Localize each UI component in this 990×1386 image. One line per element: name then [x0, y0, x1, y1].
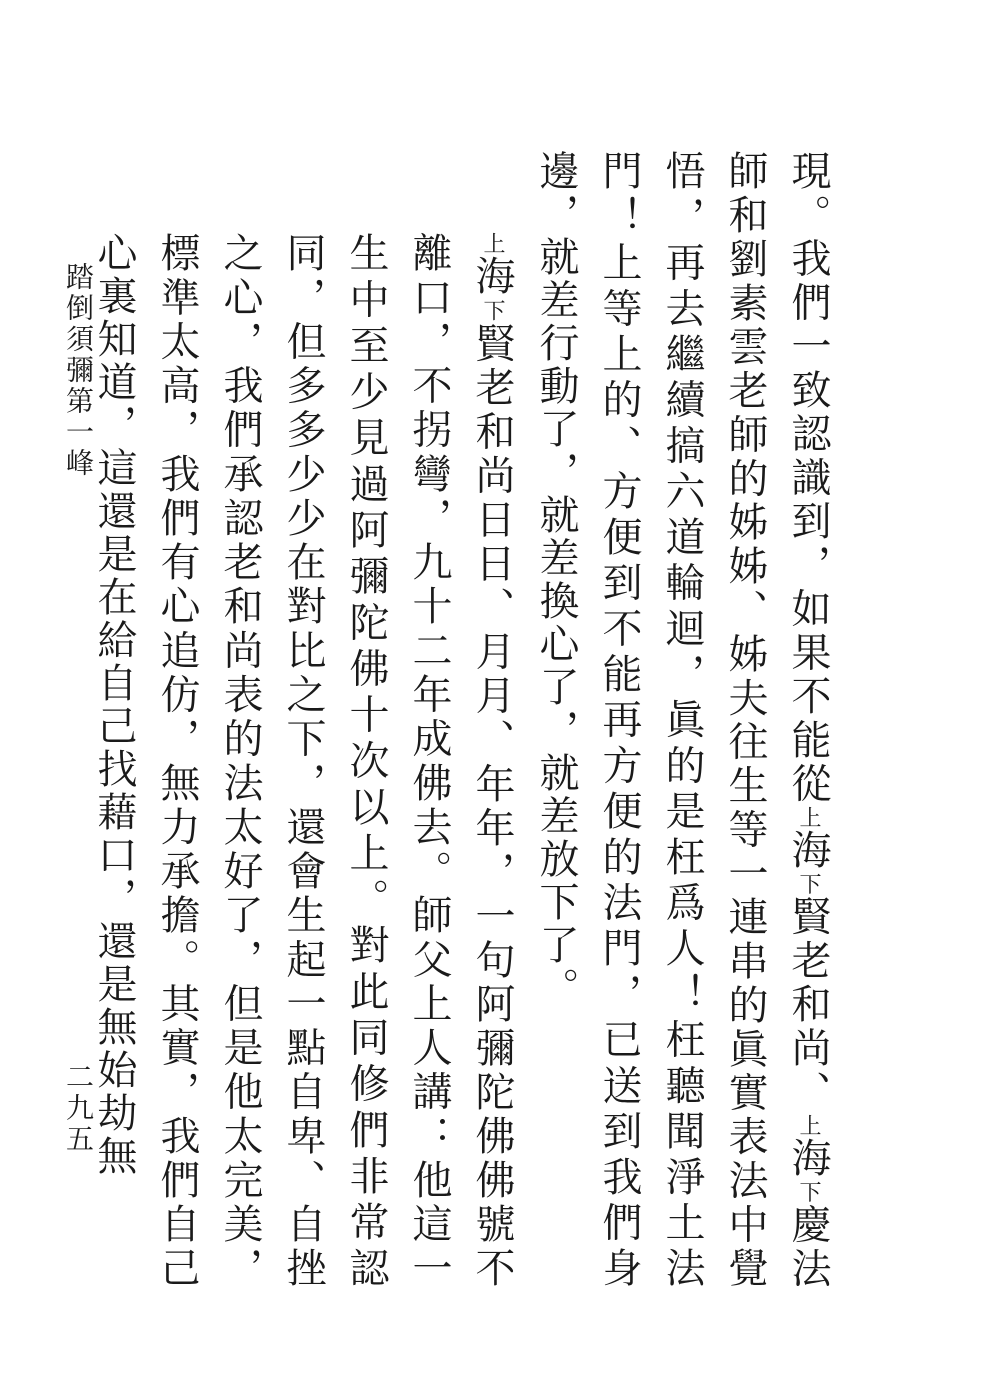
- paragraph: [82, 150, 524, 1290]
- honorific-mark: 上: [480, 232, 505, 256]
- page-number: 二九五: [62, 1062, 95, 1155]
- running-head: 踏倒須彌第一峰: [62, 262, 95, 479]
- paragraph: [524, 150, 840, 1290]
- honorific-mark: 下: [796, 872, 821, 896]
- body-text: [27, 150, 840, 1290]
- honorific-mark: 下: [796, 1180, 821, 1204]
- text-segment: 現。我們一致認識到，如果不能從: [785, 150, 831, 807]
- text-segment: 海: [469, 255, 515, 300]
- text-segment: 海: [785, 828, 831, 873]
- honorific-mark: 下: [480, 299, 505, 323]
- text-segment: 賢老和尚日日、月月、年年，一句阿彌陀佛佛號不離口，不拐彎，九十二年成佛去。師父上人講：他這一生中至少見過阿彌陀佛十次以上。對此同修們非常認同，但多多少少在對比之下，還會生起一點自卑、自挫之心，我們承認老和尚表的法太好了，但是他太完美，標準太高，我們有心追仿，無力承擔。其實，我們自己心裏知道，這還是在給自己找藉口，還是無始劫無: [91, 232, 515, 1291]
- text-segment: 慶法師和劉素雲老師的姊姊、姊夫往生等一連串的眞實表法中覺悟，再去繼續搞六道輪迴，眞的是枉爲人！枉聽聞淨土法門！上等上的、方便到不能再方便的法門，已送到我們身邊，就差行動了，就差換心了，就差放下了。: [533, 150, 831, 1291]
- honorific-mark: 上: [796, 806, 821, 829]
- text-segment: 海: [785, 1136, 831, 1181]
- honorific-mark: 上: [796, 1114, 821, 1137]
- text-segment: 賢老和尚、: [785, 895, 831, 1115]
